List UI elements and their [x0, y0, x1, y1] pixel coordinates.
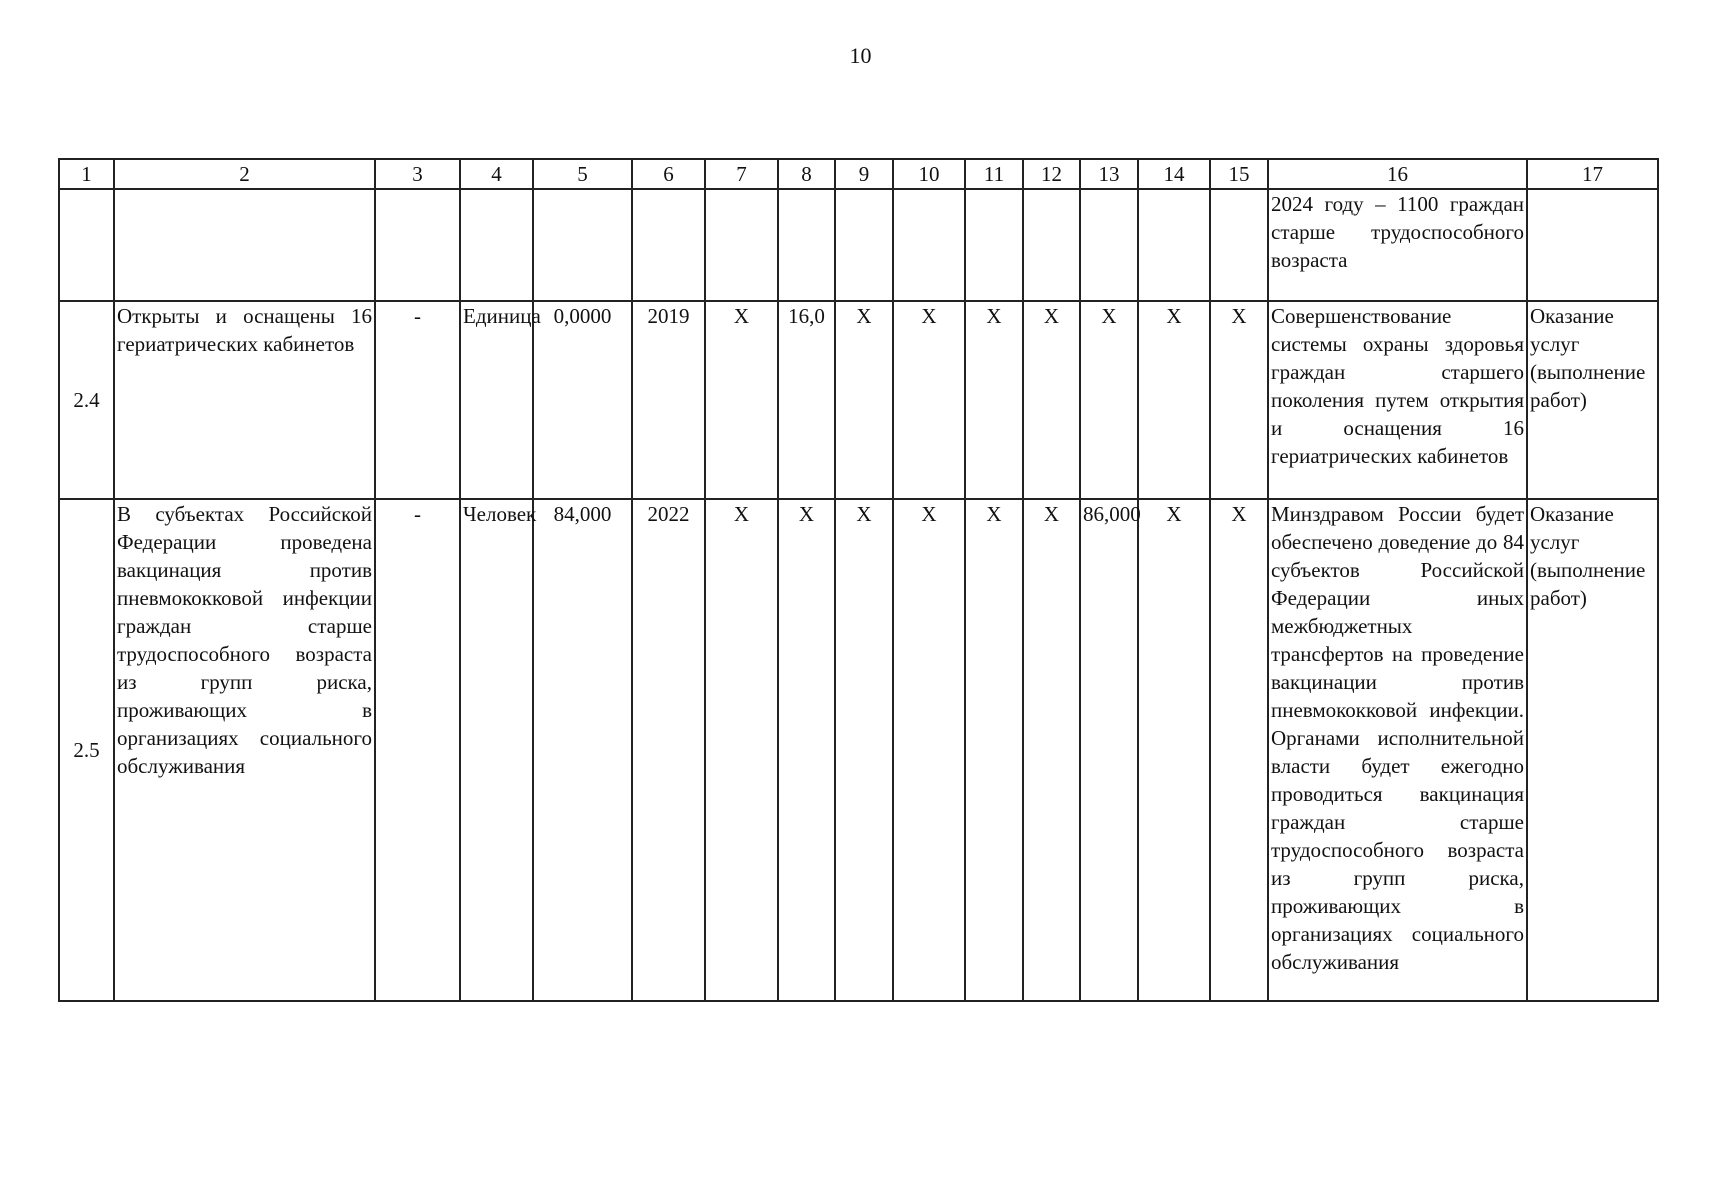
- column-header: 11: [965, 159, 1023, 189]
- cell-col3: [375, 189, 460, 301]
- cell-col10: [893, 189, 965, 301]
- cell-col7: [705, 189, 778, 301]
- result-type: Оказание услуг (выполнение работ): [1527, 301, 1658, 499]
- column-header: 4: [460, 159, 533, 189]
- cell-col14: X: [1138, 499, 1210, 1001]
- result-type: Оказание услуг (выполнение работ): [1527, 499, 1658, 1001]
- cell-col15: [1210, 189, 1268, 301]
- cell-col10: X: [893, 301, 965, 499]
- cell-unit: Человек: [460, 499, 533, 1001]
- column-header: 10: [893, 159, 965, 189]
- column-header: 2: [114, 159, 375, 189]
- result-name: [114, 189, 375, 301]
- cell-col11: X: [965, 301, 1023, 499]
- table-row: [59, 301, 1658, 499]
- cell-col15: X: [1210, 301, 1268, 499]
- column-header: 17: [1527, 159, 1658, 189]
- cell-col12: X: [1023, 301, 1080, 499]
- result-name: В субъектах Российской Федерации проведена вакцинация против пневмококковой инфекции граждан старше трудоспособного возраста из групп риска, проживающих в организациях социального обслуживания: [114, 499, 375, 1001]
- table-row: [59, 189, 1658, 301]
- cell-col13: 86,000: [1080, 499, 1138, 1001]
- cell-col13: X: [1080, 301, 1138, 499]
- cell-col7: X: [705, 301, 778, 499]
- column-header: 16: [1268, 159, 1527, 189]
- result-description: 2024 году – 1100 граждан старше трудоспособного возраста: [1268, 189, 1527, 301]
- table-row: [59, 499, 1658, 1001]
- column-header: 12: [1023, 159, 1080, 189]
- cell-col12: X: [1023, 499, 1080, 1001]
- cell-base-value: [533, 189, 632, 301]
- cell-unit: Единица: [460, 301, 533, 499]
- cell-col7: X: [705, 499, 778, 1001]
- column-header: 13: [1080, 159, 1138, 189]
- cell-col9: X: [835, 499, 893, 1001]
- row-number: 2.4: [59, 301, 114, 499]
- column-header: 15: [1210, 159, 1268, 189]
- cell-col10: X: [893, 499, 965, 1001]
- cell-col8: [778, 189, 835, 301]
- cell-col14: [1138, 189, 1210, 301]
- cell-col11: [965, 189, 1023, 301]
- column-header: 3: [375, 159, 460, 189]
- cell-base-value: 0,0000: [533, 301, 632, 499]
- result-type: [1527, 189, 1658, 301]
- cell-base-year: 2022: [632, 499, 705, 1001]
- cell-base-year: [632, 189, 705, 301]
- results-table: [58, 158, 1659, 1002]
- cell-col13: [1080, 189, 1138, 301]
- result-description: Совершенствование системы охраны здоровья граждан старшего поколения путем открытия и оснащения 16 гериатрических кабинетов: [1268, 301, 1527, 499]
- cell-base-value: 84,000: [533, 499, 632, 1001]
- column-header: 9: [835, 159, 893, 189]
- column-header: 7: [705, 159, 778, 189]
- result-name: Открыты и оснащены 16 гериатрических кабинетов: [114, 301, 375, 499]
- column-header: 1: [59, 159, 114, 189]
- result-description: Минздравом России будет обеспечено доведение до 84 субъектов Российской Федерации иных межбюджетных трансфертов на проведение вакцинации против пневмококковой инфекции. Органами исполнительной власти будет ежегодно проводиться вакцинация граждан старше трудоспособного возраста из групп риска, проживающих в организациях социального обслуживания: [1268, 499, 1527, 1001]
- header-row: [59, 159, 1658, 189]
- cell-col9: [835, 189, 893, 301]
- cell-col9: X: [835, 301, 893, 499]
- cell-base-year: 2019: [632, 301, 705, 499]
- column-header: 6: [632, 159, 705, 189]
- column-header: 5: [533, 159, 632, 189]
- cell-unit: [460, 189, 533, 301]
- cell-col8: 16,0: [778, 301, 835, 499]
- row-number: [59, 189, 114, 301]
- column-header: 14: [1138, 159, 1210, 189]
- cell-col8: X: [778, 499, 835, 1001]
- cell-col15: X: [1210, 499, 1268, 1001]
- cell-col3: -: [375, 499, 460, 1001]
- column-header: 8: [778, 159, 835, 189]
- cell-col3: -: [375, 301, 460, 499]
- page-number: 10: [849, 43, 872, 68]
- cell-col12: [1023, 189, 1080, 301]
- row-number: 2.5: [59, 499, 114, 1001]
- cell-col14: X: [1138, 301, 1210, 499]
- cell-col11: X: [965, 499, 1023, 1001]
